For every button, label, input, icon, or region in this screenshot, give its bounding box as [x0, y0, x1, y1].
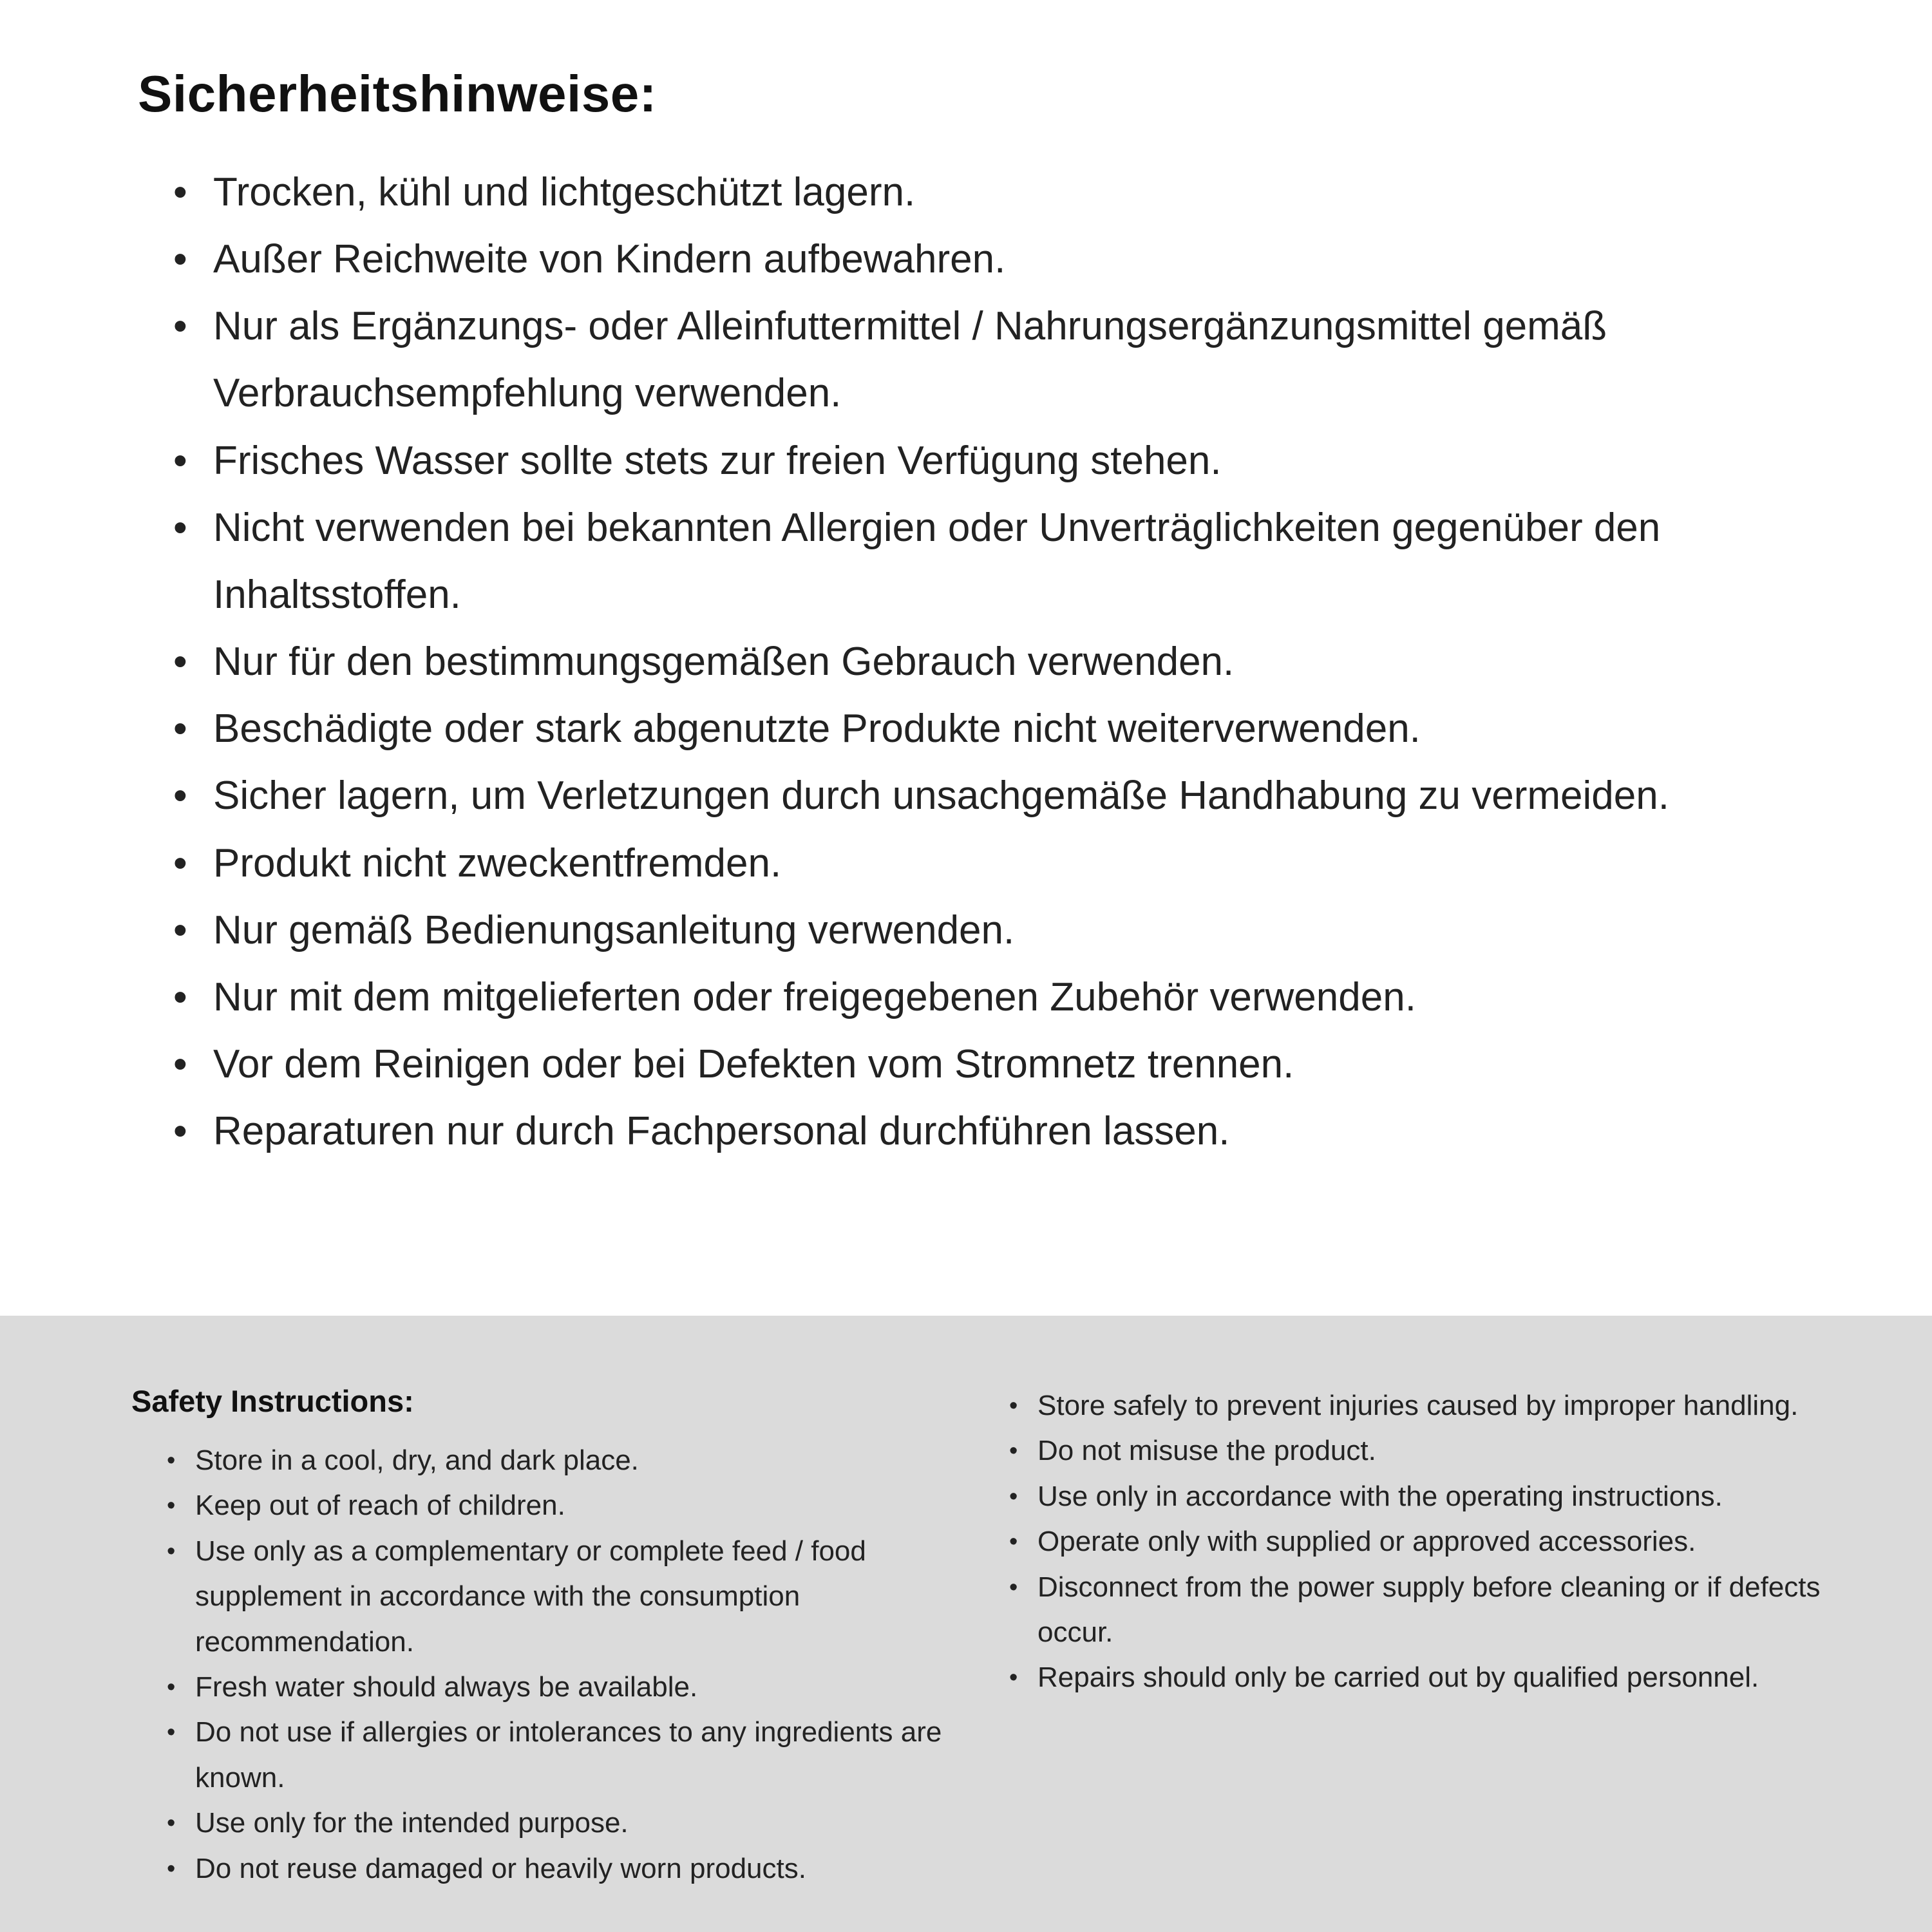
german-safety-list [138, 159, 1835, 1165]
english-left-column [131, 1383, 951, 1932]
list-item: • Use only for the intended purpose. [167, 1801, 951, 1846]
english-section-title: Safety Instructions: [131, 1384, 414, 1418]
list-item: • Nur als Ergänzungs- oder Alleinfuttermittel / Nahrungsergänzungsmittel gemäß Verbrauchsempfehlung verwenden. [173, 293, 1835, 427]
list-item: • Do not use if allergies or intolerances to any ingredients are known. [167, 1710, 951, 1801]
english-right-column [1009, 1383, 1829, 1932]
english-safety-list-left [131, 1438, 951, 1891]
list-item: • Repairs should only be carried out by qualified personnel. [1009, 1655, 1829, 1700]
list-item: • Store in a cool, dry, and dark place. [167, 1438, 951, 1483]
list-item: • Beschädigte oder stark abgenutzte Produkte nicht weiterverwenden. [173, 696, 1835, 762]
list-item: • Produkt nicht zweckentfremden. [173, 830, 1835, 897]
list-item: • Do not reuse damaged or heavily worn products. [167, 1846, 951, 1891]
list-item: • Nur für den bestimmungsgemäßen Gebrauch verwenden. [173, 629, 1835, 696]
list-item: • Fresh water should always be available. [167, 1665, 951, 1710]
list-item: • Store safely to prevent injuries caused by improper handling. [1009, 1383, 1829, 1428]
english-safety-list-right [1009, 1383, 1829, 1701]
list-item: • Sicher lagern, um Verletzungen durch unsachgemäße Handhabung zu vermeiden. [173, 762, 1835, 829]
list-item: • Frisches Wasser sollte stets zur freien Verfügung stehen. [173, 428, 1835, 495]
list-item: • Nicht verwenden bei bekannten Allergien oder Unverträglichkeiten gegenüber den Inhaltsstoffen. [173, 495, 1835, 629]
list-item: • Nur gemäß Bedienungsanleitung verwenden. [173, 897, 1835, 964]
german-section-title: Sicherheitshinweise: [138, 65, 657, 122]
list-item: • Nur mit dem mitgelieferten oder freigegebenen Zubehör verwenden. [173, 964, 1835, 1031]
list-item: • Disconnect from the power supply before cleaning or if defects occur. [1009, 1565, 1829, 1656]
list-item: • Do not misuse the product. [1009, 1428, 1829, 1473]
english-safety-section [0, 1316, 1932, 1932]
list-item: • Use only as a complementary or complete feed / food supplement in accordance with the consumption recommendation. [167, 1529, 951, 1665]
list-item: • Vor dem Reinigen oder bei Defekten vom Stromnetz trennen. [173, 1031, 1835, 1098]
list-item: • Operate only with supplied or approved accessories. [1009, 1519, 1829, 1564]
list-item: • Use only in accordance with the operating instructions. [1009, 1474, 1829, 1519]
list-item: • Trocken, kühl und lichtgeschützt lagern. [173, 159, 1835, 226]
list-item: • Außer Reichweite von Kindern aufbewahren. [173, 226, 1835, 293]
list-item: • Reparaturen nur durch Fachpersonal durchführen lassen. [173, 1098, 1835, 1165]
list-item: • Keep out of reach of children. [167, 1483, 951, 1528]
